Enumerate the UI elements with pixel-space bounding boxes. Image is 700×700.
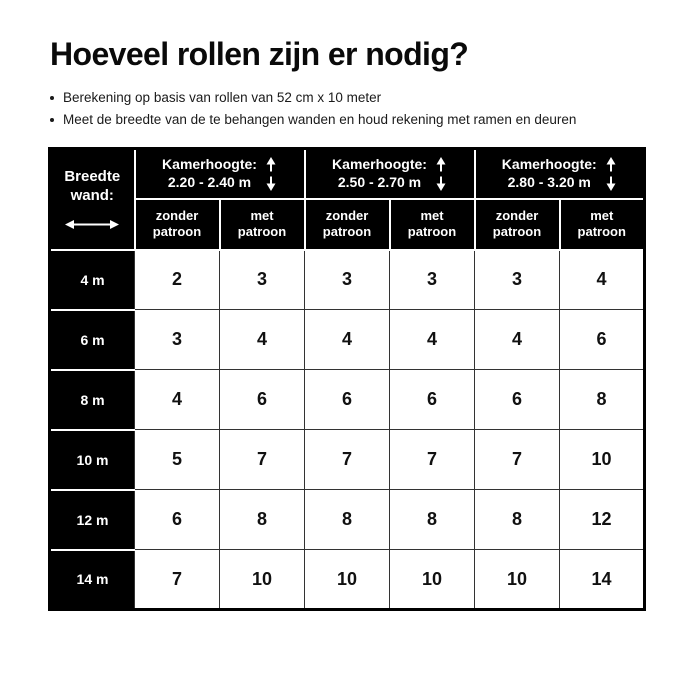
group-title: Kamerhoogte: bbox=[332, 156, 427, 173]
subheader-cell bbox=[220, 199, 305, 250]
value-cell: 4 bbox=[475, 310, 560, 370]
subheader-line1: met bbox=[590, 208, 614, 223]
table-row bbox=[50, 490, 645, 550]
subheader-line2: patroon bbox=[407, 224, 457, 239]
value-cell: 10 bbox=[560, 430, 645, 490]
value-cell: 3 bbox=[135, 310, 220, 370]
group-range: 2.20 - 2.40 m bbox=[167, 173, 252, 190]
value-cell: 7 bbox=[220, 430, 305, 490]
value-cell: 5 bbox=[135, 430, 220, 490]
value-cell: 8 bbox=[475, 490, 560, 550]
value-cell: 6 bbox=[220, 370, 305, 430]
value-cell: 4 bbox=[390, 310, 475, 370]
value-cell: 10 bbox=[475, 550, 560, 610]
subheader-row bbox=[50, 199, 645, 250]
rolls-needed-table bbox=[48, 147, 646, 611]
subheader-line2: patroon bbox=[492, 224, 542, 239]
value-cell: 3 bbox=[220, 250, 305, 310]
corner-label-line1: Breedte bbox=[64, 168, 121, 186]
row-header-cell: 12 m bbox=[50, 490, 135, 550]
subheader-line2: patroon bbox=[577, 224, 626, 239]
subheader-line1: met bbox=[250, 208, 274, 223]
subheader-line1: zonder bbox=[325, 208, 369, 223]
corner-label-line2: wand: bbox=[70, 187, 114, 205]
group-range: 2.50 - 2.70 m bbox=[337, 173, 422, 190]
group-header-row bbox=[50, 149, 645, 199]
value-cell: 3 bbox=[390, 250, 475, 310]
up-down-arrow-icon bbox=[435, 157, 447, 191]
value-cell: 6 bbox=[560, 310, 645, 370]
value-cell: 4 bbox=[135, 370, 220, 430]
row-header-cell: 14 m bbox=[50, 550, 135, 610]
table-row bbox=[50, 310, 645, 370]
note-text: Berekening op basis van rollen van 52 cm x 10 meter bbox=[63, 90, 382, 105]
table-row bbox=[50, 550, 645, 610]
subheader-line2: patroon bbox=[322, 224, 372, 239]
bullet-dot-icon bbox=[50, 118, 54, 122]
value-cell: 10 bbox=[390, 550, 475, 610]
value-cell: 6 bbox=[475, 370, 560, 430]
value-cell: 4 bbox=[220, 310, 305, 370]
value-cell: 3 bbox=[305, 250, 390, 310]
left-right-arrow-icon bbox=[65, 218, 119, 231]
value-cell: 8 bbox=[560, 370, 645, 430]
value-cell: 6 bbox=[390, 370, 475, 430]
subheader-cell bbox=[390, 199, 475, 250]
value-cell: 6 bbox=[135, 490, 220, 550]
value-cell: 8 bbox=[220, 490, 305, 550]
subheader-cell bbox=[475, 199, 560, 250]
value-cell: 8 bbox=[390, 490, 475, 550]
value-cell: 7 bbox=[135, 550, 220, 610]
group-range: 2.80 - 3.20 m bbox=[507, 173, 591, 190]
value-cell: 4 bbox=[305, 310, 390, 370]
bullet-dot-icon bbox=[50, 96, 54, 100]
group-title: Kamerhoogte: bbox=[501, 156, 597, 173]
value-cell: 8 bbox=[305, 490, 390, 550]
value-cell: 7 bbox=[305, 430, 390, 490]
value-cell: 10 bbox=[305, 550, 390, 610]
row-header-cell: 8 m bbox=[50, 370, 135, 430]
notes-list bbox=[48, 87, 576, 131]
up-down-arrow-icon bbox=[265, 157, 277, 191]
table-row bbox=[50, 250, 645, 310]
subheader-line1: zonder bbox=[155, 208, 199, 223]
subheader-cell bbox=[135, 199, 220, 250]
value-cell: 3 bbox=[475, 250, 560, 310]
up-down-arrow-icon bbox=[605, 157, 617, 191]
subheader-line1: zonder bbox=[495, 208, 539, 223]
row-header-cell: 4 m bbox=[50, 250, 135, 310]
subheader-cell bbox=[305, 199, 390, 250]
group-header-cell-1 bbox=[135, 149, 305, 199]
group-title: Kamerhoogte: bbox=[162, 156, 257, 173]
corner-header-cell bbox=[50, 149, 135, 250]
row-header-cell: 6 m bbox=[50, 310, 135, 370]
value-cell: 14 bbox=[560, 550, 645, 610]
subheader-cell bbox=[560, 199, 645, 250]
group-header-cell-3 bbox=[475, 149, 645, 199]
value-cell: 4 bbox=[560, 250, 645, 310]
value-cell: 7 bbox=[475, 430, 560, 490]
value-cell: 12 bbox=[560, 490, 645, 550]
value-cell: 10 bbox=[220, 550, 305, 610]
note-text: Meet de breedte van de te behangen wanden en houd rekening met ramen en deuren bbox=[63, 112, 577, 127]
group-header-cell-2 bbox=[305, 149, 475, 199]
table-row bbox=[50, 370, 645, 430]
subheader-line2: patroon bbox=[152, 224, 202, 239]
table-row bbox=[50, 430, 645, 490]
value-cell: 2 bbox=[135, 250, 220, 310]
note-item bbox=[48, 109, 576, 131]
subheader-line2: patroon bbox=[237, 224, 287, 239]
subheader-line1: met bbox=[420, 208, 444, 223]
row-header-cell: 10 m bbox=[50, 430, 135, 490]
value-cell: 6 bbox=[305, 370, 390, 430]
note-item bbox=[48, 87, 576, 109]
value-cell: 7 bbox=[390, 430, 475, 490]
page-title: Hoeveel rollen zijn er nodig? bbox=[50, 36, 469, 72]
